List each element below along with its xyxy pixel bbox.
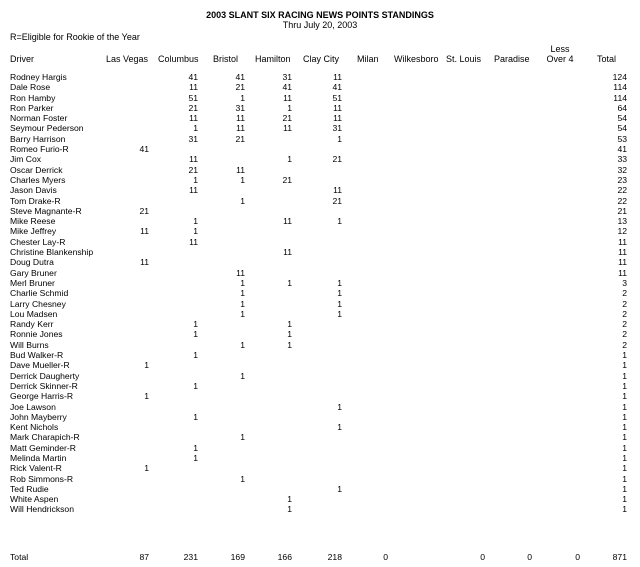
- driver-name: Barry Harrison: [10, 133, 66, 144]
- driver-name: Will Hendrickson: [10, 504, 74, 515]
- points-total: 12: [617, 226, 627, 237]
- table-row: [0, 422, 640, 432]
- standings-date: Thru July 20, 2003: [282, 20, 358, 30]
- points-total: 54: [617, 123, 627, 134]
- points-total: 1: [622, 432, 627, 443]
- points-bristol: 21: [235, 133, 245, 144]
- points-columbus: 41: [188, 72, 198, 82]
- header-las-vegas: Las Vegas: [106, 54, 149, 64]
- table-row: [0, 350, 640, 360]
- points-total: 114: [613, 92, 627, 103]
- driver-name: Oscar Derrick: [10, 164, 63, 175]
- table-row: [0, 123, 640, 133]
- points-clay-city: 1: [337, 216, 342, 227]
- points-hamilton: 1: [287, 277, 292, 288]
- driver-name: John Mayberry: [10, 411, 67, 422]
- points-total: 2: [622, 308, 627, 319]
- points-clay-city: 31: [332, 123, 342, 134]
- points-bristol: 1: [240, 277, 245, 288]
- points-columbus: 1: [193, 226, 198, 237]
- table-row: [0, 216, 640, 226]
- driver-name: Charlie Schmid: [10, 288, 69, 299]
- driver-name: Dale Rose: [10, 82, 51, 93]
- points-clay-city: 1: [337, 422, 342, 433]
- points-las-vegas: 21: [139, 205, 149, 216]
- rookie-note: R=Eligible for Rookie of the Year: [10, 32, 140, 42]
- points-columbus: 21: [188, 102, 198, 113]
- driver-name: Ron Parker: [10, 102, 54, 113]
- points-columbus: 1: [193, 216, 198, 227]
- points-bristol: 1: [240, 473, 245, 484]
- points-las-vegas: 1: [144, 463, 149, 474]
- table-row: [0, 463, 640, 473]
- points-bristol: 11: [236, 267, 245, 278]
- points-total: 2: [622, 319, 627, 330]
- table-row: [0, 484, 640, 494]
- header-st-louis: St. Louis: [446, 54, 482, 64]
- points-clay-city: 1: [337, 288, 342, 299]
- points-hamilton: 1: [287, 319, 292, 330]
- points-columbus: 1: [193, 319, 198, 330]
- driver-name: Rodney Hargis: [10, 72, 67, 82]
- points-hamilton: 21: [282, 113, 292, 124]
- points-las-vegas: 11: [140, 257, 149, 268]
- points-hamilton: 1: [287, 102, 292, 113]
- table-row: [0, 134, 640, 144]
- table-row: [0, 288, 640, 298]
- driver-name: Gary Bruner: [10, 267, 57, 278]
- driver-name: Chester Lay-R: [10, 236, 66, 247]
- points-columbus: 1: [193, 350, 198, 361]
- points-hamilton: 41: [282, 82, 292, 93]
- driver-name: Melinda Martin: [10, 452, 67, 463]
- driver-name: Kent Nichols: [10, 422, 59, 433]
- header-over-4: Over 4: [546, 54, 574, 64]
- points-clay-city: 1: [337, 133, 342, 144]
- driver-name: Will Burns: [10, 339, 49, 350]
- table-row: [0, 412, 640, 422]
- table-row: [0, 185, 640, 195]
- driver-name: Matt Geminder-R: [10, 442, 76, 453]
- points-columbus: 1: [193, 329, 198, 340]
- points-columbus: 1: [193, 442, 198, 453]
- header-hamilton: Hamilton: [255, 54, 291, 64]
- table-row: [0, 443, 640, 453]
- points-total: 1: [622, 401, 627, 412]
- totals-clay-city: 218: [327, 552, 342, 562]
- points-hamilton: 1: [287, 494, 292, 505]
- points-total: 2: [622, 288, 627, 299]
- driver-name: Doug Dutra: [10, 257, 54, 268]
- table-row: [0, 340, 640, 350]
- totals-grand-total: 871: [612, 552, 627, 562]
- points-las-vegas: 1: [144, 391, 149, 402]
- header-bristol: Bristol: [213, 54, 239, 64]
- points-total: 3: [622, 277, 627, 288]
- points-total: 1: [622, 350, 627, 361]
- points-clay-city: 1: [337, 298, 342, 309]
- driver-name: Derrick Skinner-R: [10, 380, 78, 391]
- driver-name: Larry Chesney: [10, 298, 66, 309]
- header-total: Total: [597, 54, 617, 64]
- points-total: 1: [622, 370, 627, 381]
- table-row: [0, 257, 640, 267]
- points-las-vegas: 1: [144, 360, 149, 371]
- table-row: [0, 299, 640, 309]
- table-row: [0, 237, 640, 247]
- driver-name: Derrick Daugherty: [10, 370, 80, 381]
- points-hamilton: 21: [282, 174, 292, 185]
- points-clay-city: 51: [332, 92, 342, 103]
- points-columbus: 11: [189, 113, 198, 124]
- points-total: 11: [618, 267, 627, 278]
- points-total: 1: [622, 463, 627, 474]
- totals-st-louis: 0: [480, 552, 485, 562]
- points-clay-city: 21: [332, 195, 342, 206]
- totals-bristol: 169: [230, 552, 245, 562]
- standings-title: 2003 SLANT SIX RACING NEWS POINTS STANDINGS: [206, 10, 434, 20]
- points-bristol: 1: [240, 288, 245, 299]
- driver-name: Lou Madsen: [10, 308, 58, 319]
- header-less-over-4: [540, 44, 580, 64]
- points-bristol: 1: [240, 308, 245, 319]
- points-clay-city: 11: [333, 102, 342, 113]
- points-clay-city: 1: [337, 401, 342, 412]
- points-total: 22: [617, 185, 627, 196]
- points-total: 11: [618, 257, 627, 268]
- points-clay-city: 1: [337, 483, 342, 494]
- points-columbus: 31: [188, 133, 198, 144]
- points-clay-city: 21: [332, 154, 342, 165]
- points-bristol: 1: [240, 174, 245, 185]
- points-bristol: 1: [240, 298, 245, 309]
- table-row: [0, 504, 640, 514]
- table-row: [0, 474, 640, 484]
- header-driver: Driver: [10, 54, 34, 64]
- points-total: 2: [622, 339, 627, 350]
- driver-name: Dave Mueller-R: [10, 360, 70, 371]
- table-row: [0, 391, 640, 401]
- table-row: [0, 381, 640, 391]
- table-row: [0, 360, 640, 370]
- points-columbus: 1: [193, 452, 198, 463]
- totals-las-vegas: 87: [139, 552, 149, 562]
- table-row: [0, 144, 640, 154]
- points-bristol: 1: [240, 195, 245, 206]
- points-total: 2: [622, 298, 627, 309]
- driver-name: Christine Blankenship: [10, 247, 94, 258]
- table-row: [0, 226, 640, 236]
- points-hamilton: 11: [283, 247, 292, 258]
- points-bristol: 11: [236, 123, 245, 134]
- driver-name: Ronnie Jones: [10, 329, 63, 340]
- driver-name: Mike Jeffrey: [10, 226, 57, 237]
- driver-name: Mike Reese: [10, 216, 56, 227]
- points-bristol: 1: [240, 370, 245, 381]
- table-row: [0, 329, 640, 339]
- points-total: 1: [622, 360, 627, 371]
- points-total: 1: [622, 442, 627, 453]
- points-total: 21: [617, 205, 627, 216]
- table-row: [0, 319, 640, 329]
- points-total: 11: [618, 247, 627, 258]
- points-columbus: 1: [193, 123, 198, 134]
- points-total: 33: [617, 154, 627, 165]
- driver-name: Joe Lawson: [10, 401, 56, 412]
- driver-name: Steve Magnante-R: [10, 205, 82, 216]
- points-columbus: 11: [189, 236, 198, 247]
- header-wilkesboro: Wilkesboro: [394, 54, 439, 64]
- points-total: 22: [617, 195, 627, 206]
- table-row: [0, 175, 640, 185]
- points-bristol: 1: [240, 339, 245, 350]
- table-row: [0, 371, 640, 381]
- driver-name: Norman Foster: [10, 113, 68, 124]
- points-clay-city: 11: [333, 185, 342, 196]
- points-total: 32: [617, 164, 627, 175]
- points-total: 1: [622, 380, 627, 391]
- points-total: 13: [617, 216, 627, 227]
- header-paradise: Paradise: [494, 54, 530, 64]
- points-hamilton: 1: [287, 329, 292, 340]
- points-total: 53: [617, 133, 627, 144]
- points-hamilton: 1: [287, 339, 292, 350]
- totals-columbus: 231: [183, 552, 198, 562]
- header-clay-city: Clay City: [303, 54, 340, 64]
- driver-name: Rick Valent-R: [10, 463, 62, 474]
- points-bristol: 11: [236, 113, 245, 124]
- driver-name: Jason Davis: [10, 185, 57, 196]
- points-total: 1: [622, 504, 627, 515]
- points-total: 1: [622, 483, 627, 494]
- driver-name: Romeo Furio-R: [10, 144, 69, 155]
- points-total: 1: [622, 391, 627, 402]
- totals-paradise: 0: [527, 552, 532, 562]
- points-total: 64: [617, 102, 627, 113]
- points-columbus: 11: [189, 82, 198, 93]
- table-row: [0, 206, 640, 216]
- table-row: [0, 309, 640, 319]
- points-clay-city: 1: [337, 277, 342, 288]
- driver-name: Mark Charapich-R: [10, 432, 80, 443]
- points-total: 1: [622, 473, 627, 484]
- points-hamilton: 11: [283, 92, 292, 103]
- driver-name: Randy Kerr: [10, 319, 54, 330]
- points-clay-city: 11: [333, 72, 342, 82]
- points-bristol: 21: [235, 82, 245, 93]
- points-columbus: 1: [193, 174, 198, 185]
- header-less: Less: [550, 44, 570, 54]
- header-columbus: Columbus: [158, 54, 199, 64]
- points-total: 1: [622, 422, 627, 433]
- points-columbus: 1: [193, 411, 198, 422]
- points-columbus: 21: [188, 164, 198, 175]
- points-total: 54: [617, 113, 627, 124]
- points-las-vegas: 41: [139, 144, 149, 155]
- driver-name: Jim Cox: [10, 154, 42, 165]
- table-row: [0, 453, 640, 463]
- points-total: 114: [613, 82, 627, 93]
- points-total: 41: [617, 144, 627, 155]
- totals-less-over-4: 0: [575, 552, 580, 562]
- totals-label: Total: [10, 552, 29, 562]
- points-columbus: 11: [189, 154, 198, 165]
- points-bristol: 11: [236, 164, 245, 175]
- standings-table-body: [0, 72, 640, 515]
- table-row: [0, 165, 640, 175]
- totals-row: [0, 552, 640, 563]
- points-hamilton: 11: [283, 216, 292, 227]
- points-columbus: 1: [193, 380, 198, 391]
- points-total: 2: [622, 329, 627, 340]
- table-row: [0, 196, 640, 206]
- header-milan: Milan: [357, 54, 379, 64]
- points-bristol: 31: [235, 102, 245, 113]
- table-row: [0, 82, 640, 92]
- table-row: [0, 278, 640, 288]
- points-clay-city: 1: [337, 308, 342, 319]
- driver-name: Seymour Pederson: [10, 123, 84, 134]
- driver-name: Ted Rudie: [10, 483, 49, 494]
- points-hamilton: 1: [287, 504, 292, 515]
- points-clay-city: 11: [333, 113, 342, 124]
- driver-name: Bud Walker-R: [10, 350, 64, 361]
- totals-hamilton: 166: [277, 552, 292, 562]
- points-total: 23: [617, 174, 627, 185]
- driver-name: Ron Hamby: [10, 92, 56, 103]
- table-row: [0, 268, 640, 278]
- driver-name: Merl Bruner: [10, 277, 55, 288]
- points-total: 124: [612, 72, 627, 82]
- points-hamilton: 11: [283, 123, 292, 134]
- table-row: [0, 402, 640, 412]
- driver-name: Charles Myers: [10, 174, 66, 185]
- table-row: [0, 103, 640, 113]
- points-bristol: 41: [235, 72, 245, 82]
- totals-milan: 0: [383, 552, 388, 562]
- table-row: [0, 154, 640, 164]
- table-row: [0, 113, 640, 123]
- points-total: 1: [622, 494, 627, 505]
- table-row: [0, 72, 640, 82]
- points-total: 1: [622, 452, 627, 463]
- points-hamilton: 31: [282, 72, 292, 82]
- points-total: 11: [618, 236, 627, 247]
- points-bristol: 1: [240, 92, 245, 103]
- table-row: [0, 432, 640, 442]
- points-total: 1: [622, 411, 627, 422]
- driver-name: White Aspen: [10, 494, 59, 505]
- points-bristol: 1: [240, 432, 245, 443]
- driver-name: George Harris-R: [10, 391, 74, 402]
- table-row: [0, 247, 640, 257]
- table-row: [0, 93, 640, 103]
- points-las-vegas: 11: [140, 226, 149, 237]
- driver-name: Rob Simmons-R: [10, 473, 74, 484]
- points-hamilton: 1: [287, 154, 292, 165]
- points-columbus: 51: [188, 92, 198, 103]
- points-columbus: 11: [189, 185, 198, 196]
- table-row: [0, 494, 640, 504]
- points-clay-city: 41: [332, 82, 342, 93]
- driver-name: Tom Drake-R: [10, 195, 61, 206]
